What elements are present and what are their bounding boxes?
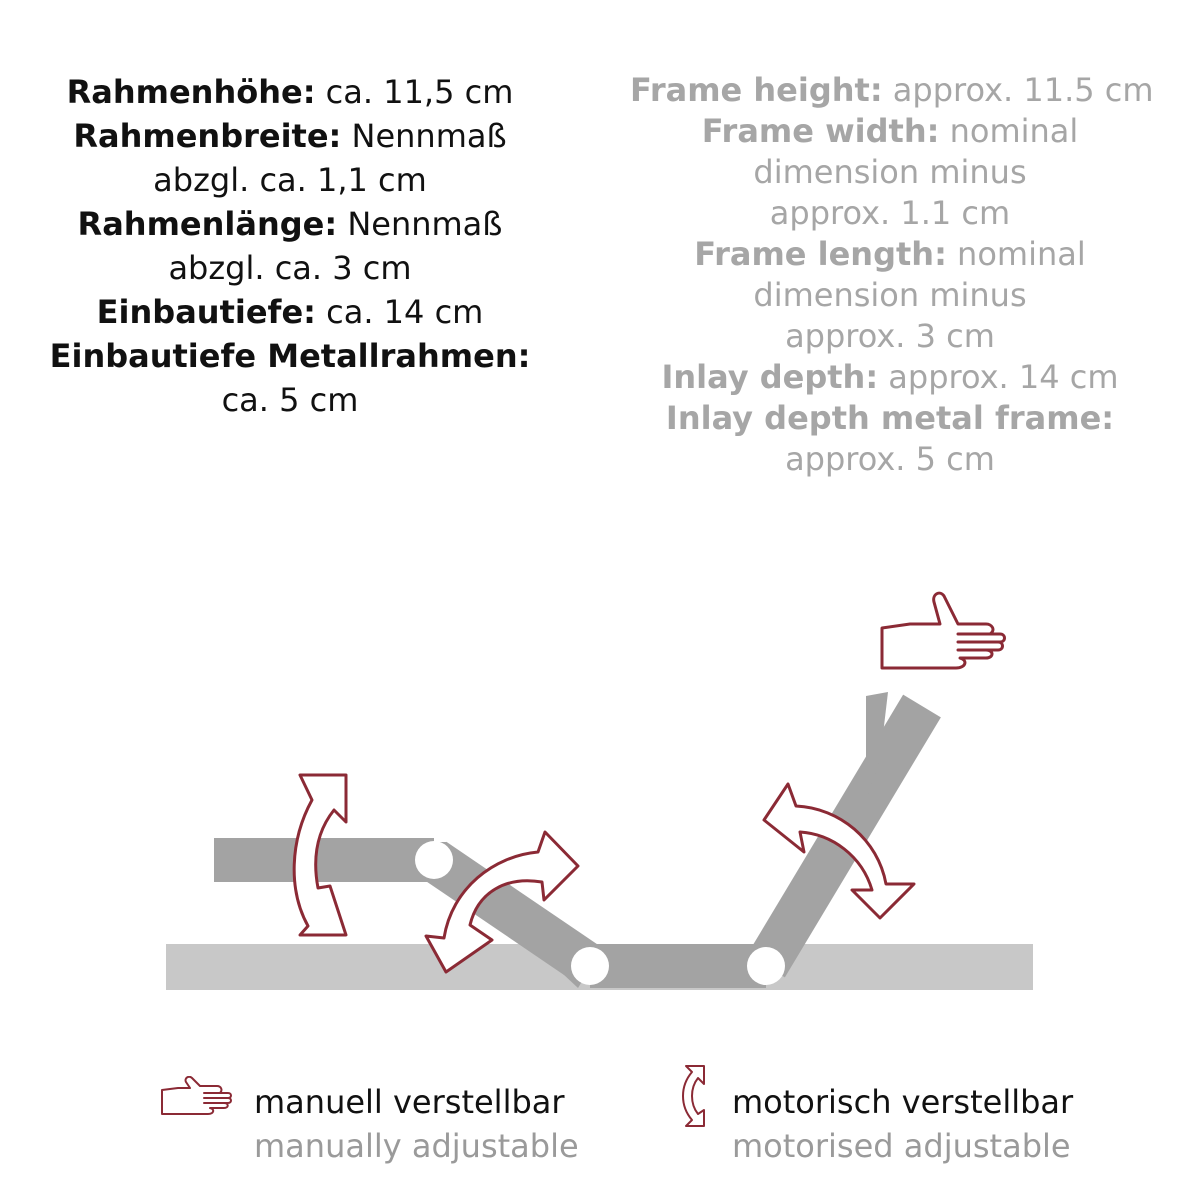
legend-motor-label-en: motorised adjustable <box>732 1127 1071 1165</box>
head-section <box>214 838 434 882</box>
joint <box>747 947 785 985</box>
spec-line: Rahmenbreite: Nennmaß <box>73 117 507 155</box>
spec-line: Frame height: approx. 11.5 cm <box>630 71 1154 109</box>
spec-line: Rahmenlänge: Nennmaß <box>77 205 503 243</box>
spec-line: Frame length: nominal <box>694 235 1086 273</box>
spec-line: Einbautiefe Metallrahmen: <box>49 337 531 375</box>
spec-line: Inlay depth metal frame: <box>665 399 1115 437</box>
spec-line: Rahmenhöhe: ca. 11,5 cm <box>66 73 514 111</box>
spec-line: approx. 3 cm <box>785 317 995 355</box>
legend-manual <box>254 1080 579 1168</box>
joint <box>571 947 609 985</box>
spec-line: abzgl. ca. 3 cm <box>168 249 412 287</box>
hand-icon <box>160 1076 232 1120</box>
legend-motor <box>732 1080 1073 1168</box>
spec-line: abzgl. ca. 1,1 cm <box>153 161 427 199</box>
legend-manual-label-de: manuell verstellbar <box>254 1083 565 1121</box>
bed-frame-diagram <box>0 560 1200 1040</box>
spec-line: Inlay depth: approx. 14 cm <box>661 358 1119 396</box>
specs-english <box>630 70 1154 480</box>
specs-german <box>40 70 540 422</box>
spec-line: approx. 5 cm <box>785 440 995 478</box>
spec-line: dimension minus <box>753 153 1027 191</box>
rotate-arrow-icon <box>676 1064 712 1128</box>
spec-line: dimension minus <box>753 276 1027 314</box>
hand-icon <box>882 593 1005 668</box>
legend-motor-label-de: motorisch verstellbar <box>732 1083 1074 1121</box>
spec-line: approx. 1.1 cm <box>769 194 1011 232</box>
spec-line: Einbautiefe: ca. 14 cm <box>96 293 484 331</box>
joint <box>415 841 453 879</box>
spec-line: ca. 5 cm <box>221 381 359 419</box>
middle-section <box>590 944 766 988</box>
spec-line: Frame width: nominal <box>701 112 1079 150</box>
legend-manual-label-en: manually adjustable <box>254 1127 579 1165</box>
